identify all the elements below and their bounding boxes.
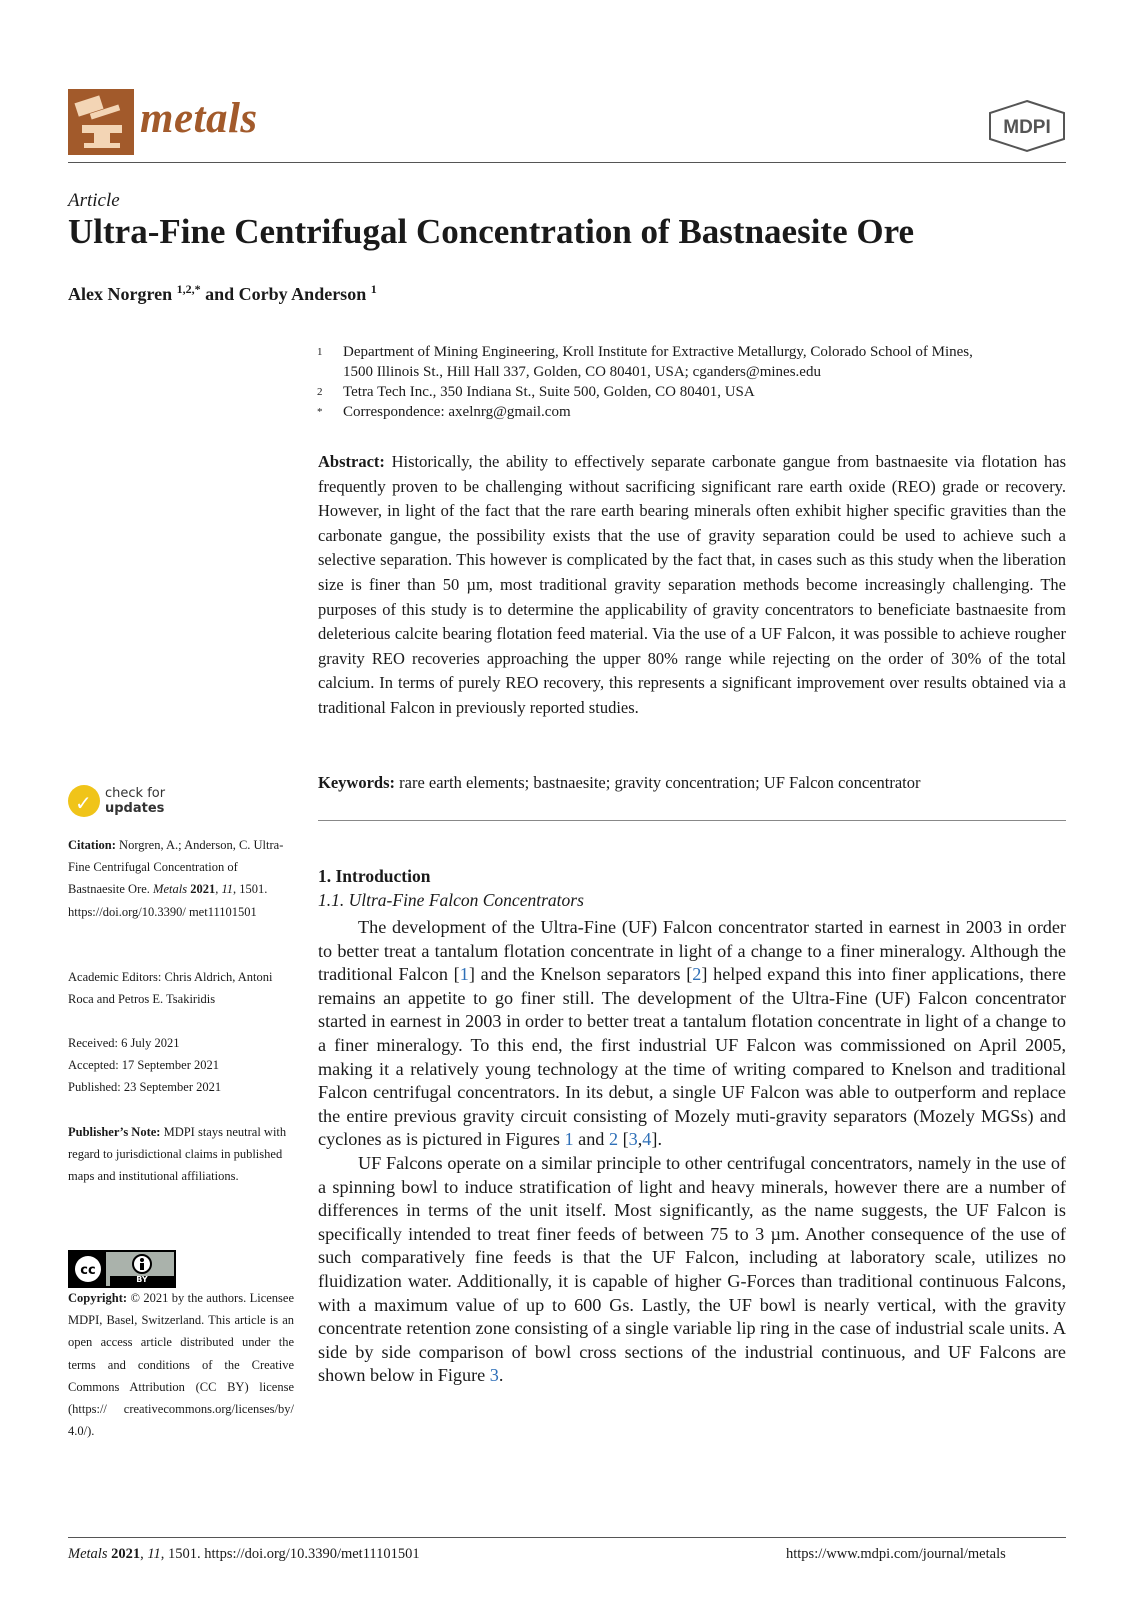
page-title: Ultra-Fine Centrifugal Concentration of Bastnaesite Ore xyxy=(68,212,915,251)
authors xyxy=(68,282,377,305)
footer-journal: Metals xyxy=(68,1546,108,1562)
footer-divider xyxy=(68,1537,1066,1538)
abstract xyxy=(318,450,1066,721)
author-1: Alex Norgren xyxy=(68,284,173,304)
reference-link[interactable]: 1 xyxy=(459,964,469,985)
affiliation-line: Department of Mining Engineering, Kroll Institute for Extractive Metallurgy, Colorado School of Mines, xyxy=(343,344,973,360)
received-date: Received: 6 July 2021 xyxy=(68,1036,180,1050)
cc-icon xyxy=(70,1252,106,1286)
affiliation-mark: * xyxy=(317,406,323,418)
footer-volume: 11 xyxy=(147,1546,161,1562)
abstract-text: Historically, the ability to effectively separate carbonate gangue from bastnaesite via flotation has frequently proven to be challenging without sacrificing significant rare earth oxide (REO) grade or recovery. However, in light of the fact that the rare earth bearing minerals often exhibit higher specific gravities than the carbonate gangue, the possibility exists that the use of gravity separation could be used to achieve such a selective separation. This however is complicated by the fact that, in cases such as this study when the liberation size is finer than 50 µm, most traditional gravity separation methods become increasingly challenging. The purposes of this study is to determine the applicability of gravity concentrators to beneficiate bastnaesite from deleterious calcite bearing flotation feed material. Via the use of a UF Falcon, it was possible to achieve rougher gravity REO recoveries approaching the upper 80% range while rejecting on the order of 30% of the total calcium. In terms of purely REO recovery, this represents a significant improvement over results obtained via a traditional Falcon in previously reported studies. xyxy=(318,452,1066,717)
header-divider xyxy=(68,162,1066,163)
abstract-label: Abstract: xyxy=(318,452,385,471)
keywords-text: rare earth elements; bastnaesite; gravity concentration; UF Falcon concentrator xyxy=(399,773,921,792)
keywords-label: Keywords: xyxy=(318,773,395,792)
figure-link[interactable]: 2 xyxy=(608,1129,619,1150)
keywords xyxy=(318,773,921,793)
published-date: Published: 23 September 2021 xyxy=(68,1080,222,1094)
journal-logo-icon xyxy=(68,89,134,155)
mdpi-logo-text: MDPI xyxy=(1003,117,1051,138)
journal-name: metals xyxy=(140,95,258,142)
footer-citation: Metals 2021, 11, 1501. https://doi.org/10.3390/met11101501 xyxy=(68,1546,420,1562)
figure-link[interactable]: 3 xyxy=(489,1365,499,1386)
citation-label: Citation: xyxy=(68,838,116,852)
citation-doi: 1501. https://doi.org/10.3390/ met11101501 xyxy=(68,882,268,919)
check-for-updates-label[interactable]: updates xyxy=(105,801,165,816)
checkmark-icon: ✓ xyxy=(75,791,92,815)
by-icon xyxy=(110,1252,174,1286)
check-for-updates-label[interactable]: check for xyxy=(105,786,166,801)
mdpi-logo xyxy=(986,99,1068,153)
affiliation-line: Tetra Tech Inc., 350 Indiana St., Suite 500, Golden, CO 80401, USA xyxy=(343,384,755,400)
reference-link[interactable]: 2 xyxy=(692,964,702,985)
citation-volume: 11 xyxy=(221,882,234,897)
affiliation-line: 1500 Illinois St., Hill Hall 337, Golden, CO 80401, USA; cganders@mines.edu xyxy=(343,364,821,380)
footer-journal-url[interactable]: https://www.mdpi.com/journal/metals xyxy=(786,1546,1006,1562)
reference-link[interactable]: 3 xyxy=(628,1129,638,1150)
figure-link[interactable]: 1 xyxy=(564,1129,574,1150)
author-1-affil: 1,2,* xyxy=(176,282,201,296)
section-heading: 1. Introduction xyxy=(318,866,431,886)
copyright-label: Copyright: xyxy=(68,1291,128,1305)
cc-by-label: BY xyxy=(136,1275,148,1284)
academic-editors: Academic Editors: Chris Aldrich, Antoni Roca and Petros E. Tsakiridis xyxy=(68,970,273,1007)
publisher-note: Publisher’s Note: MDPI stays neutral with regard to jurisdictional claims in published maps and institutional affiliations. xyxy=(68,1125,287,1184)
correspondence-line: Correspondence: axelnrg@gmail.com xyxy=(343,404,571,420)
affiliation-mark: 1 xyxy=(317,346,323,358)
section-divider xyxy=(318,820,1066,821)
reference-link[interactable]: 4 xyxy=(642,1129,652,1150)
svg-text:cc: cc xyxy=(80,1263,96,1278)
article-type: Article xyxy=(68,190,120,211)
citation-journal: Metals xyxy=(153,882,188,897)
affiliation-mark: 2 xyxy=(317,386,323,398)
copyright: Copyright: © 2021 by the authors. Licensee MDPI, Basel, Switzerland. This article is an open access article distributed under the terms and conditions of the Creative Commons Attribution (CC BY) license (https:// creativecommons.org/licenses/by/ 4.0/). xyxy=(68,1291,295,1439)
paragraph-2: UF Falcons operate on a similar principle to other centrifugal concentrators, namely in the use of a spinning bowl to induce stratification of light and heavy minerals, however there are a number of differences in terms of the unit itself. Most significantly, as the name suggests, the UF Falcon is specifically intended to treat finer feeds of between 75 to 3 µm. Another consequence of the use of such comparatively fine feeds is that the UF Falcon, including at laboratory scale, utilizes no fluidization water. Additionally, it is capable of higher G-Forces than traditional continuous Falcons, with a maximum value of up to 600 Gs. Lastly, the UF bowl is nearly vertical, with the gravity concentrate retention zone consisting of a single variable lip ring in the case of industrial scale units. A side by side comparison of bowl cross sections of the industrial continuous, and UF Falcons are shown below in Figure 3. xyxy=(318,1152,1066,1386)
author-joiner: and Corby Anderson xyxy=(205,284,367,304)
citation-year: 2021 xyxy=(190,882,216,897)
paragraph-1: The development of the Ultra-Fine (UF) Falcon concentrator started in earnest in 2003 in order to better treat a tantalum flotation concentrate in light of a change to a finer mineralogy. Although the traditional Falcon [1] and the Knelson separators [2] helped expand this into finer applications, there remains an appetite to go finer still. The development of the Ultra-Fine (UF) Falcon concentrator started in earnest in 2003 in order to better treat a tantalum flotation concentrate in light of a change to a finer mineralogy. To this end, the first industrial UF Falcon was commissioned on April 2005, making it a relatively young technology at the time of writing compared to Knelson and traditional Falcon centrifugal concentrators. In its debut, a single UF Falcon was able to outperform and replace the entire previous gravity circuit consisting of Mozely muti-gravity separators (Mozely MGSs) and cyclones as is pictured in Figures 1 and 2 [3,4]. xyxy=(318,917,1066,1150)
subsection-heading: 1.1. Ultra-Fine Falcon Concentrators xyxy=(318,890,584,910)
author-2-affil: 1 xyxy=(370,282,377,296)
citation: Citation: Norgren, A.; Anderson, C. Ultra-Fine Centrifugal Concentration of Bastnaesite Ore. Metals 2021, 11, 1501. https://doi.org/10.3390/ met11101501 xyxy=(68,838,284,919)
publisher-note-label: Publisher’s Note: xyxy=(68,1125,161,1139)
body-text xyxy=(318,916,1066,1388)
footer-doi: , 1501. https://doi.org/10.3390/met11101501 xyxy=(160,1546,420,1562)
footer-year: 2021 xyxy=(111,1546,141,1562)
accepted-date: Accepted: 17 September 2021 xyxy=(68,1058,219,1072)
